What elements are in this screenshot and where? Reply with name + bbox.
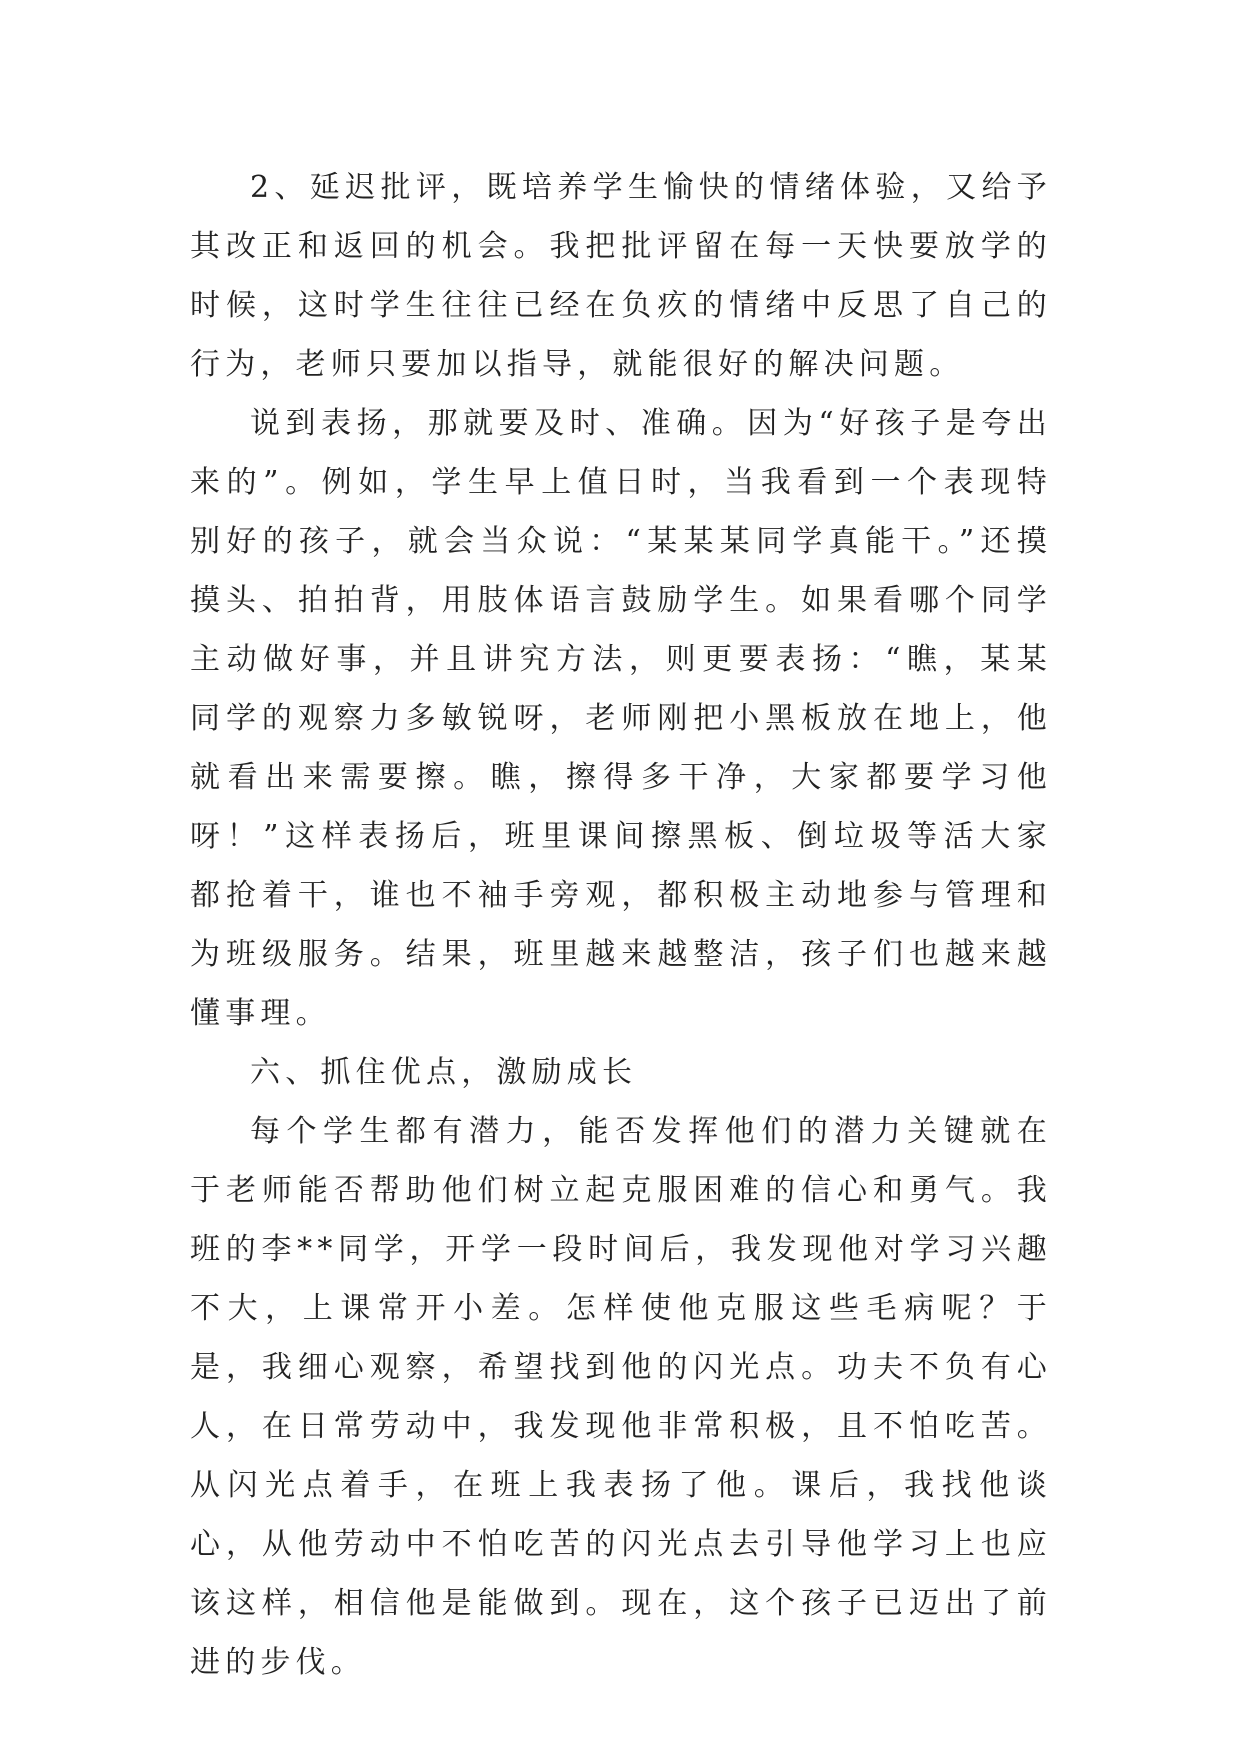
- section-heading-six: 六、抓住优点，激励成长: [250, 1055, 638, 1090]
- document-body: [190, 158, 1052, 1692]
- paragraph-delayed-criticism: 2、延迟批评，既培养学生愉快的情绪体验，又给予其改正和返回的机会。我把批评留在每一天快要放学的时候，这时学生往往已经在负疚的情绪中反思了自己的行为，老师只要加以指导，就能很好的解决问题。: [190, 170, 1052, 382]
- paragraph-praise: 说到表扬，那就要及时、准确。因为“好孩子是夸出来的”。例如，学生早上值日时，当我看到一个表现特别好的孩子，就会当众说：“某某某同学真能干。”还摸摸头、拍拍背，用肢体语言鼓励学生。如果看哪个同学主动做好事，并且讲究方法，则更要表扬：“瞧，某某同学的观察力多敏锐呀，老师刚把小黑板放在地上，他就看出来需要擦。瞧，擦得多干净，大家都要学习他呀！”这样表扬后，班里课间擦黑板、倒垃圾等活大家都抢着干，谁也不袖手旁观，都积极主动地参与管理和为班级服务。结果，班里越来越整洁，孩子们也越来越懂事理。: [190, 406, 1052, 1031]
- paragraph-strengths: 每个学生都有潜力，能否发挥他们的潜力关键就在于老师能否帮助他们树立起克服困难的信心和勇气。我班的李**同学，开学一段时间后，我发现他对学习兴趣不大，上课常开小差。怎样使他克服这些毛病呢？于是，我细心观察，希望找到他的闪光点。功夫不负有心人，在日常劳动中，我发现他非常积极，且不怕吃苦。从闪光点着手，在班上我表扬了他。课后，我找他谈心，从他劳动中不怕吃苦的闪光点去引导他学习上也应该这样，相信他是能做到。现在，这个孩子已迈出了前进的步伐。: [190, 1114, 1052, 1680]
